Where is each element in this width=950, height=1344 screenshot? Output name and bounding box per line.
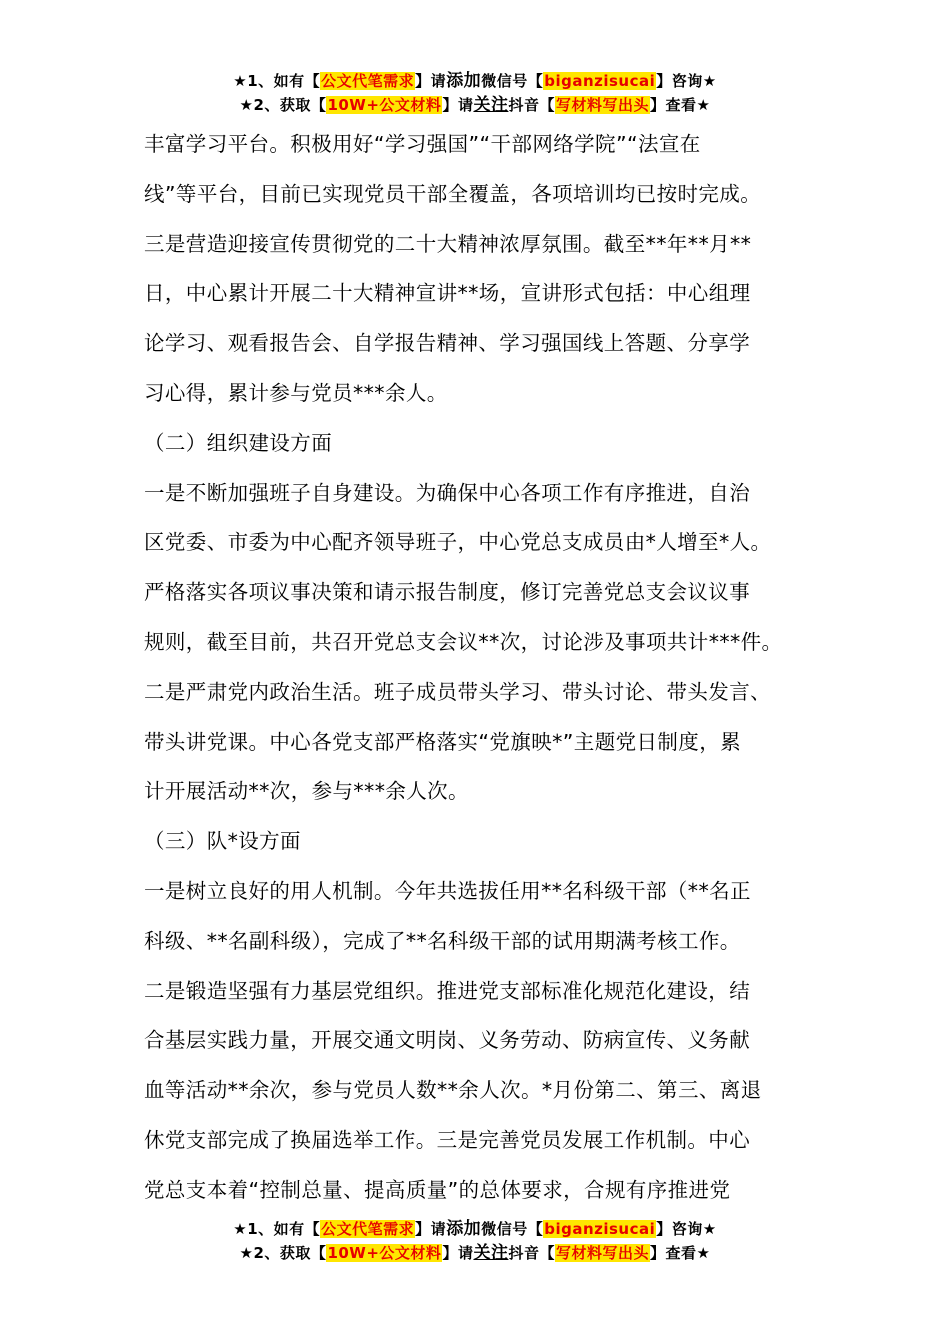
- promo-banner-line-1: [0, 70, 950, 92]
- banner-emphasis: 关注: [473, 95, 509, 115]
- text-line: 规则，截至目前，共召开党总支会议**次，讨论涉及事项共计***件。: [144, 629, 783, 654]
- banner-text: 微信号【: [481, 72, 544, 90]
- text-line: 二是锻造坚强有力基层党组织。推进党支部标准化规范化建设，结: [144, 978, 751, 1003]
- text-line: 一是不断加强班子自身建设。为确保中心各项工作有序推进，自治: [144, 480, 751, 505]
- banner-text: 】请: [415, 72, 447, 90]
- banner-emphasis: 添加: [446, 1219, 482, 1239]
- text-line: 二是严肃党内政治生活。班子成员带头学习、带头讨论、带头发言、: [144, 679, 771, 704]
- text-line: 论学习、观看报告会、自学报告精神、学习强国线上答题、分享学: [144, 331, 751, 356]
- promo-banner-line-2: [0, 94, 950, 116]
- banner-text: 】请: [442, 96, 474, 114]
- banner-text: ★1、如有【: [233, 1220, 321, 1238]
- highlight-materials: 10W+公文材料: [327, 96, 442, 114]
- highlight-account: 写材料写出头: [555, 96, 649, 114]
- banner-text: 】查看★: [649, 1244, 711, 1262]
- text-line: 严格落实各项议事决策和请示报告制度，修订完善党总支会议议事: [144, 580, 751, 605]
- text-line: 日，中心累计开展二十大精神宣讲**场，宣讲形式包括：中心组理: [144, 281, 751, 306]
- promo-banner-line-2-footer: [0, 1242, 950, 1264]
- text-line: 血等活动**余次，参与党员人数**余人次。*月份第二、第三、离退: [144, 1078, 762, 1103]
- text-line: 科级、**名副科级），完成了**名科级干部的试用期满考核工作。: [144, 928, 741, 953]
- highlight-account: 写材料写出头: [555, 1244, 649, 1262]
- banner-text: 】请: [442, 1244, 474, 1262]
- banner-text: 】咨询★: [656, 1220, 717, 1238]
- text-line: 线”等平台，目前已实现党员干部全覆盖，各项培训均已按时完成。: [144, 181, 762, 206]
- highlight-service: 公文代笔需求: [321, 1220, 415, 1238]
- text-line: 一是树立良好的用人机制。今年共选拔任用**名科级干部（**名正: [144, 878, 751, 903]
- section-heading: （二）组织建设方面: [144, 430, 333, 455]
- text-line: 区党委、市委为中心配齐领导班子，中心党总支成员由*人增至*人。: [144, 530, 772, 555]
- banner-text: 】请: [415, 1220, 447, 1238]
- text-line: 党总支本着“控制总量、提高质量”的总体要求，合规有序推进党: [144, 1177, 731, 1202]
- highlight-materials: 10W+公文材料: [327, 1244, 442, 1262]
- text-line: 带头讲党课。中心各党支部严格落实“党旗映*”主题党日制度，累: [144, 729, 741, 754]
- banner-text: 】查看★: [649, 96, 711, 114]
- banner-text: 微信号【: [481, 1220, 544, 1238]
- banner-text: ★2、获取【: [239, 96, 327, 114]
- text-line: 计开展活动**次，参与***余人次。: [144, 779, 469, 804]
- document-body: [144, 120, 824, 1216]
- text-line: 休党支部完成了换届选举工作。三是完善党员发展工作机制。中心: [144, 1127, 751, 1152]
- highlight-service: 公文代笔需求: [321, 72, 415, 90]
- highlight-wechat-id: biganzisucai: [544, 1220, 656, 1238]
- banner-emphasis: 添加: [446, 71, 482, 91]
- promo-banner-line-1-footer: [0, 1218, 950, 1240]
- banner-text: 抖音【: [508, 96, 555, 114]
- section-heading: （三）队*设方面: [144, 829, 301, 854]
- banner-text: ★1、如有【: [233, 72, 321, 90]
- text-line: 合基层实践力量，开展交通文明岗、义务劳动、防病宣传、义务献: [144, 1028, 751, 1053]
- banner-text: ★2、获取【: [239, 1244, 327, 1262]
- banner-text: 抖音【: [508, 1244, 555, 1262]
- highlight-wechat-id: biganzisucai: [544, 72, 656, 90]
- text-line: 三是营造迎接宣传贯彻党的二十大精神浓厚氛围。截至**年**月**: [144, 231, 752, 256]
- banner-text: 】咨询★: [656, 72, 717, 90]
- text-line: 丰富学习平台。积极用好“学习强国”“干部网络学院”“法宣在: [144, 132, 701, 156]
- text-line: 习心得，累计参与党员***余人。: [144, 380, 448, 405]
- banner-emphasis: 关注: [473, 1243, 509, 1263]
